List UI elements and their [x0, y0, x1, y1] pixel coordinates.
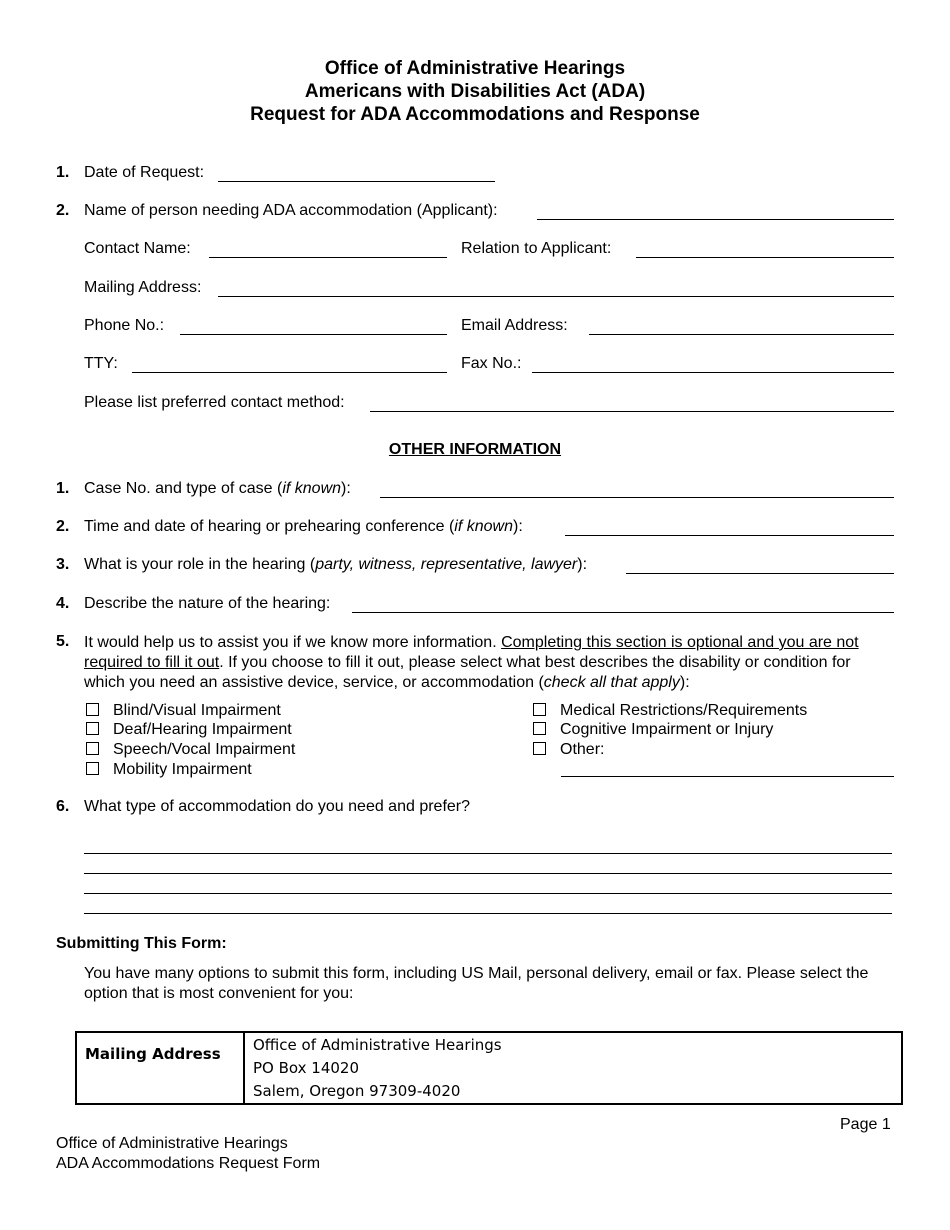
checkbox-icon[interactable]: [86, 703, 99, 716]
question-number: 1.: [56, 164, 70, 181]
question-number: 6.: [56, 798, 70, 815]
checkbox-icon[interactable]: [533, 722, 546, 735]
checkbox-other[interactable]: Other:: [533, 741, 604, 759]
checkbox-speech-vocal[interactable]: Speech/Vocal Impairment: [86, 741, 295, 759]
checkbox-mobility[interactable]: Mobility Impairment: [86, 761, 252, 779]
preferred-contact-field[interactable]: [370, 411, 894, 412]
other-information-heading: OTHER INFORMATION: [388, 441, 562, 458]
mailing-address-table: [75, 1031, 903, 1105]
address-line: PO Box 14020: [253, 1059, 359, 1077]
accommodation-type-field[interactable]: [84, 913, 892, 914]
footer-line2: ADA Accommodations Request Form: [56, 1155, 321, 1172]
applicant-name-field[interactable]: [537, 219, 894, 220]
question-number: 3.: [56, 556, 70, 573]
phone-field[interactable]: [180, 334, 447, 335]
checkbox-cognitive[interactable]: Cognitive Impairment or Injury: [533, 721, 773, 739]
header-title-line3: Request for ADA Accommodations and Response: [250, 104, 700, 125]
role-label: What is your role in the hearing (party, witness, representative, lawyer):: [84, 556, 588, 573]
question-number: 2.: [56, 202, 70, 219]
checkbox-icon[interactable]: [86, 722, 99, 735]
address-line: Office of Administrative Hearings: [253, 1036, 502, 1054]
checkbox-icon[interactable]: [533, 703, 546, 716]
checkbox-blind-visual[interactable]: Blind/Visual Impairment: [86, 702, 281, 720]
preferred-contact-label: Please list preferred contact method:: [84, 394, 345, 411]
case-number-field[interactable]: [380, 497, 894, 498]
mailing-address-label: Mailing Address:: [84, 279, 202, 296]
header-title-line2: Americans with Disabilities Act (ADA): [304, 81, 646, 102]
disability-info-paragraph: It would help us to assist you if we know more information. Completing this section is optional and you are not required to fill it out. If you choose to fill it out, please select what best describes the disability or condition for which you need an assistive device, service, or accommodation (check all that apply):: [84, 634, 859, 691]
contact-name-label: Contact Name:: [84, 240, 191, 257]
accommodation-type-field[interactable]: [84, 873, 892, 874]
fax-label: Fax No.:: [461, 355, 522, 372]
other-field[interactable]: [561, 776, 894, 777]
relation-label: Relation to Applicant:: [461, 240, 612, 257]
accommodation-type-label: What type of accommodation do you need and prefer?: [84, 798, 471, 815]
page-number: Page 1: [840, 1116, 891, 1133]
submitting-heading: Submitting This Form:: [56, 935, 227, 952]
mailing-address-cell-value: [244, 1032, 902, 1104]
footer-line1: Office of Administrative Hearings: [56, 1135, 288, 1152]
hearing-time-field[interactable]: [565, 535, 894, 536]
email-field[interactable]: [589, 334, 894, 335]
question-number: 1.: [56, 480, 70, 497]
tty-label: TTY:: [84, 355, 118, 372]
checkbox-icon[interactable]: [533, 742, 546, 755]
checkbox-deaf-hearing[interactable]: Deaf/Hearing Impairment: [86, 721, 292, 739]
mailing-address-cell-label: Mailing Address: [76, 1032, 244, 1104]
accommodation-type-field[interactable]: [84, 893, 892, 894]
role-field[interactable]: [626, 573, 894, 574]
accommodation-type-field[interactable]: [84, 853, 892, 854]
address-line: Salem, Oregon 97309-4020: [253, 1082, 461, 1100]
date-of-request-label: Date of Request:: [84, 164, 205, 181]
question-number: 4.: [56, 595, 70, 612]
hearing-time-label: Time and date of hearing or prehearing conference (if known):: [84, 518, 523, 535]
checkbox-icon[interactable]: [86, 762, 99, 775]
case-number-label: Case No. and type of case (if known):: [84, 480, 351, 497]
hearing-nature-label: Describe the nature of the hearing:: [84, 595, 331, 612]
relation-field[interactable]: [636, 257, 894, 258]
question-number: 2.: [56, 518, 70, 535]
phone-label: Phone No.:: [84, 317, 165, 334]
checkbox-medical-restrictions[interactable]: Medical Restrictions/Requirements: [533, 702, 807, 720]
question-number: 5.: [56, 633, 70, 650]
tty-field[interactable]: [132, 372, 447, 373]
mailing-address-field[interactable]: [218, 296, 894, 297]
date-of-request-field[interactable]: [218, 181, 495, 182]
submitting-text: You have many options to submit this form, including US Mail, personal delivery, email or fax. Please select the option that is most convenient for you:: [84, 965, 869, 1002]
checkbox-icon[interactable]: [86, 742, 99, 755]
email-label: Email Address:: [461, 317, 568, 334]
applicant-name-label: Name of person needing ADA accommodation (Applicant):: [84, 202, 498, 219]
fax-field[interactable]: [532, 372, 894, 373]
contact-name-field[interactable]: [209, 257, 447, 258]
header-title-line1: Office of Administrative Hearings: [324, 58, 626, 79]
hearing-nature-field[interactable]: [352, 612, 894, 613]
